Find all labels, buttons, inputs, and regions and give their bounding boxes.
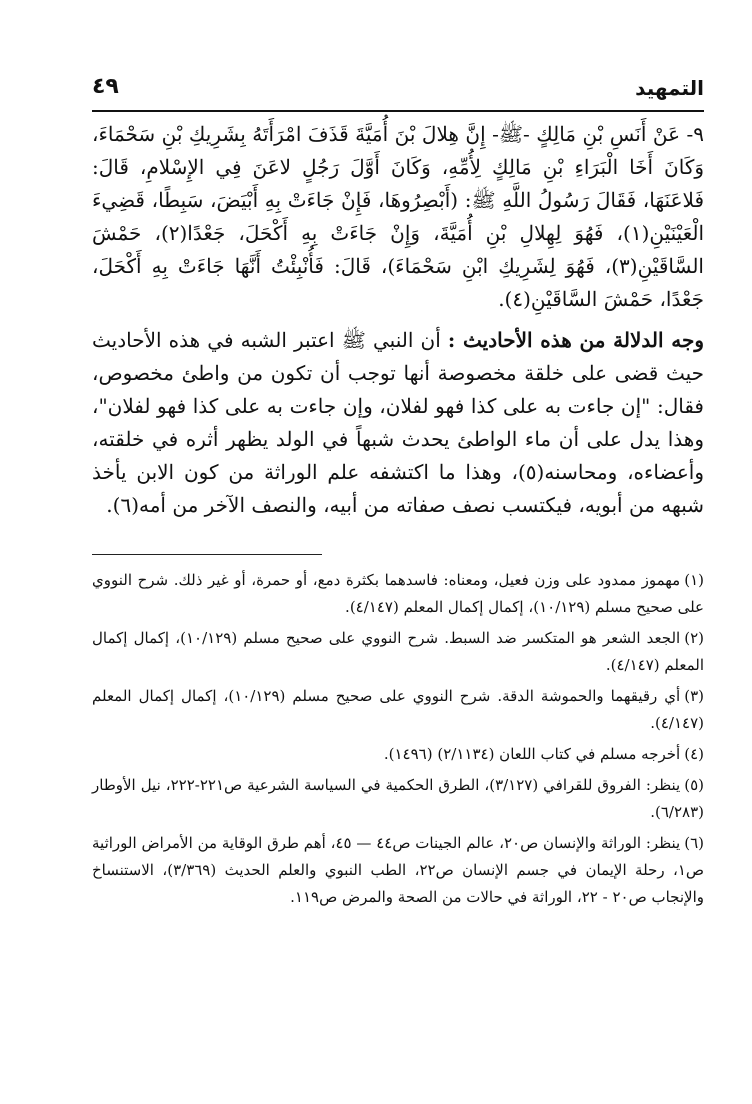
footnote-text: ينظر: الوراثة والإنسان ص٢٠، عالم الجينات ص٤٤ — ٤٥، أهم طرق الوقاية من الأمراض الوراثية ص١، رحلة الإيمان في جسم الإنسان ص٢٢، الطب النبوي والعلم الحديث (٣/٣٦٩)، الاستنساخ والإنجاب ص٢٠ - ٢٢، الوراثة في حالات من الصحة والمرض ص١١٩.: [92, 834, 705, 906]
evidence-text: أن النبي ﷺ اعتبر الشبه في هذه الأحاديث حيث قضى على خلقة مخصوصة أنها توجب أن تكون من واطئ مخصوص، فقال: "إن جاءت به على كذا فهو لفلان، وإن جاءت به على كذا فهو لفلان"، وهذا يدل على أن ماء الواطئ يحدث شبهاً في الولد يظهر أثره في خلقته، وأعضاءه، ومحاسنه(٥)، وهذا ما اكتشفه علم الوراثة من كون الابن يأخذ شبهه من أبويه، فيكتسب نصف صفاته من أبيه، والنصف الآخر من أمه(٦).: [92, 328, 704, 517]
footnote-text: مهموز ممدود على وزن فعيل، ومعناه: فاسدهما بكثرة دمع، أو حمرة، أو غير ذلك. شرح النووي على صحيح مسلم (١٠/١٢٩)، إكمال إكمال المعلم (٤/١٤٧).: [92, 571, 704, 616]
footnote-item: [92, 567, 704, 621]
footnote-item: [92, 741, 704, 768]
hadith-paragraph: ٩- عَنْ أَنَسِ بْنِ مَالِكٍ -ﷺ- إِنَّ هِلالَ بْنَ أُمَيَّةَ قَذَفَ امْرَأَتَهُ بِشَرِيكِ بْنِ سَحْمَاءَ، وَكَانَ أَخَا الْبَرَاءِ بْنِ مَالِكٍ لِأُمِّهِ، وَكَانَ أَوَّلَ رَجُلٍ لاعَنَ فِي الإِسْلامِ، قَالَ: فَلاعَنَهَا، فَقَالَ رَسُولُ اللَّهِ ﷺ: (أَبْصِرُوهَا، فَإِنْ جَاءَتْ بِهِ أَبْيَضَ، سَبِطًا، قَضِيءَ الْعَيْنَيْنِ(١)، فَهُوَ لِهِلالِ بْنِ أُمَيَّةَ، وَإِنْ جَاءَتْ بِهِ أَكْحَلَ، جَعْدًا(٢)، حَمْشَ السَّاقَيْنِ(٣)، فَهُوَ لِشَرِيكِ ابْنِ سَحْمَاءَ)، قَالَ: فَأُنْبِئْتُ أَنَّهَا جَاءَتْ بِهِ أَكْحَلَ، جَعْدًا، حَمْشَ السَّاقَيْنِ(٤).: [92, 122, 704, 311]
footnote-item: [92, 625, 704, 679]
chapter-title: التمهيد: [635, 76, 704, 100]
book-page: [92, 70, 704, 1080]
page-number: ٤٩: [92, 74, 119, 99]
footnote-text: الجعد الشعر هو المتكسر ضد السبط. شرح النووي على صحيح مسلم (١٠/١٢٩)، إكمال إكمال المعلم (٤/١٤٧).: [92, 629, 704, 674]
footnote-number: (٢): [684, 629, 704, 647]
footnote-number: (٦): [684, 834, 704, 852]
footnotes: [92, 567, 704, 911]
footnote-number: (١): [684, 571, 704, 589]
footnote-text: أي رقيقهما والحموشة الدقة. شرح النووي على صحيح مسلم (١٠/١٢٩)، إكمال إكمال المعلم (٤/١٤٧).: [92, 687, 704, 732]
page-header: [92, 70, 704, 112]
footnote-number: (٣): [684, 687, 704, 705]
footnote-divider: [92, 554, 322, 555]
footnote-number: (٤): [684, 745, 704, 763]
footnote-number: (٥): [684, 776, 704, 794]
main-text: [92, 118, 704, 522]
evidence-paragraph: [92, 324, 704, 522]
footnote-text: ينظر: الفروق للقرافي (٣/١٢٧)، الطرق الحكمية في السياسة الشرعية ص٢٢١-٢٢٢، نيل الأوطار (٦/٢٨٣).: [92, 776, 704, 821]
footnote-text: أخرجه مسلم في كتاب اللعان (٢/١١٣٤) (١٤٩٦).: [383, 745, 681, 763]
footnote-item: [92, 683, 704, 737]
footnote-item: [92, 830, 704, 911]
evidence-heading: وجه الدلالة من هذه الأحاديث :: [447, 328, 704, 352]
footnote-item: [92, 772, 704, 826]
